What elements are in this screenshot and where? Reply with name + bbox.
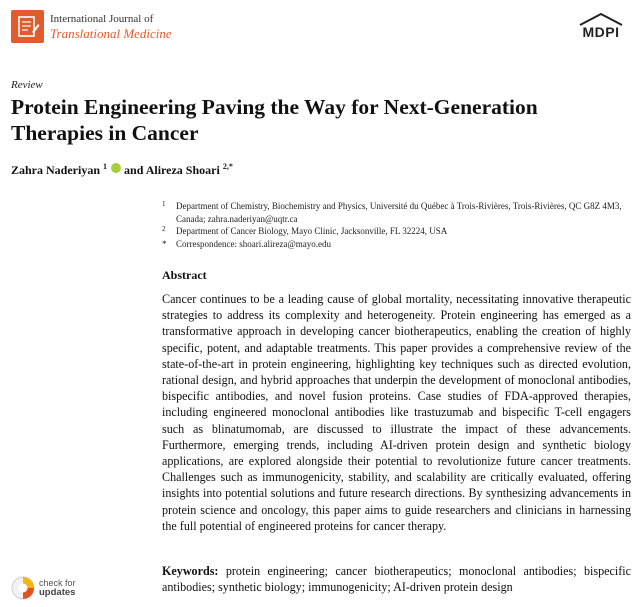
check-for-updates-line2: updates	[39, 587, 76, 598]
affiliation-mark: 1	[162, 200, 166, 208]
keywords-text: protein engineering; cancer biotherapeutics; monoclonal antibodies; bispecific antibodies; synthetic biology; immunogenicity; AI-driven protein design	[162, 564, 631, 595]
orcid-icon[interactable]	[111, 163, 121, 173]
affiliations	[162, 200, 632, 250]
abstract-heading: Abstract	[162, 268, 207, 282]
correspondence-item	[162, 238, 632, 251]
journal-name-line1: International Journal of	[50, 13, 154, 25]
check-for-updates-badge[interactable]	[11, 574, 101, 602]
check-for-updates-line1: check for	[39, 578, 76, 588]
journal-name-line2: Translational Medicine	[50, 26, 172, 41]
affiliation-mark: 2	[162, 225, 166, 233]
correspondence-text[interactable]: Correspondence: shoari.alireza@mayo.edu	[176, 238, 331, 249]
author-affiliation-mark: 2,*	[222, 162, 233, 171]
mdpi-logo	[574, 12, 628, 42]
journal-logo-icon	[11, 10, 44, 43]
author-name[interactable]: Zahra Naderiyan	[11, 163, 101, 177]
keywords-label: Keywords:	[162, 564, 219, 578]
correspondence-mark: *	[162, 238, 167, 249]
check-for-updates-icon	[11, 576, 35, 600]
keywords	[162, 563, 631, 595]
author-affiliation-mark: 1	[103, 162, 108, 171]
affiliation-text: Department of Cancer Biology, Mayo Clinic, Jacksonville, FL 32224, USA	[176, 226, 448, 236]
article-title: Protein Engineering Paving the Way for Next-Generation Therapies in Cancer	[11, 95, 538, 145]
check-for-updates-label	[39, 578, 76, 598]
author-list	[11, 162, 233, 178]
affiliation-text: Department of Chemistry, Biochemistry and Physics, Université du Québec à Trois-Rivières, Trois-Rivières, QC G8Z 4M3, Canada; zahra.naderiyan@uqtr.ca	[176, 201, 622, 224]
author-separator: and	[124, 163, 146, 177]
affiliation-item	[162, 225, 632, 238]
journal-name	[50, 12, 172, 41]
article-type: Review	[11, 79, 43, 91]
page-header	[0, 0, 640, 60]
abstract-text: Cancer continues to be a leading cause of global mortality, necessitating innovative therapeutic strategies to address its complexity and heterogeneity. Protein engineering has emerged as a transformative approach in developing cancer biotherapeutics, enabling the creation of highly specific, potent, and adaptable treatments. This paper provides a comprehensive review of the state-of-the-art in protein engineering, highlighting key techniques such as directed evolution, rational design, and hybrid approaches that underpin the development of monoclonal antibodies, bispecific antibodies, and novel fusion proteins. Case studies of FDA-approved therapies, including engineered monoclonal antibodies like trastuzumab and bispecific T-cell engagers such as blinatumomab, are discussed to illustrate the impact of these advancements. Furthermore, emerging trends, including AI-driven protein design and synthetic biology applications, are explored alongside their potential to revolutionize future cancer treatments. Challenges such as immunogenicity, stability, and scalability are critically evaluated, offering insights into potential solutions and future research directions. By synthesizing advancements in protein science and oncology, this paper aims to guide researchers and clinicians in harnessing the full potential of engineered proteins for cancer therapy.	[162, 292, 631, 533]
affiliation-item	[162, 200, 632, 225]
author-name[interactable]: Alireza Shoari	[145, 163, 220, 177]
publisher-name: MDPI	[582, 24, 620, 40]
